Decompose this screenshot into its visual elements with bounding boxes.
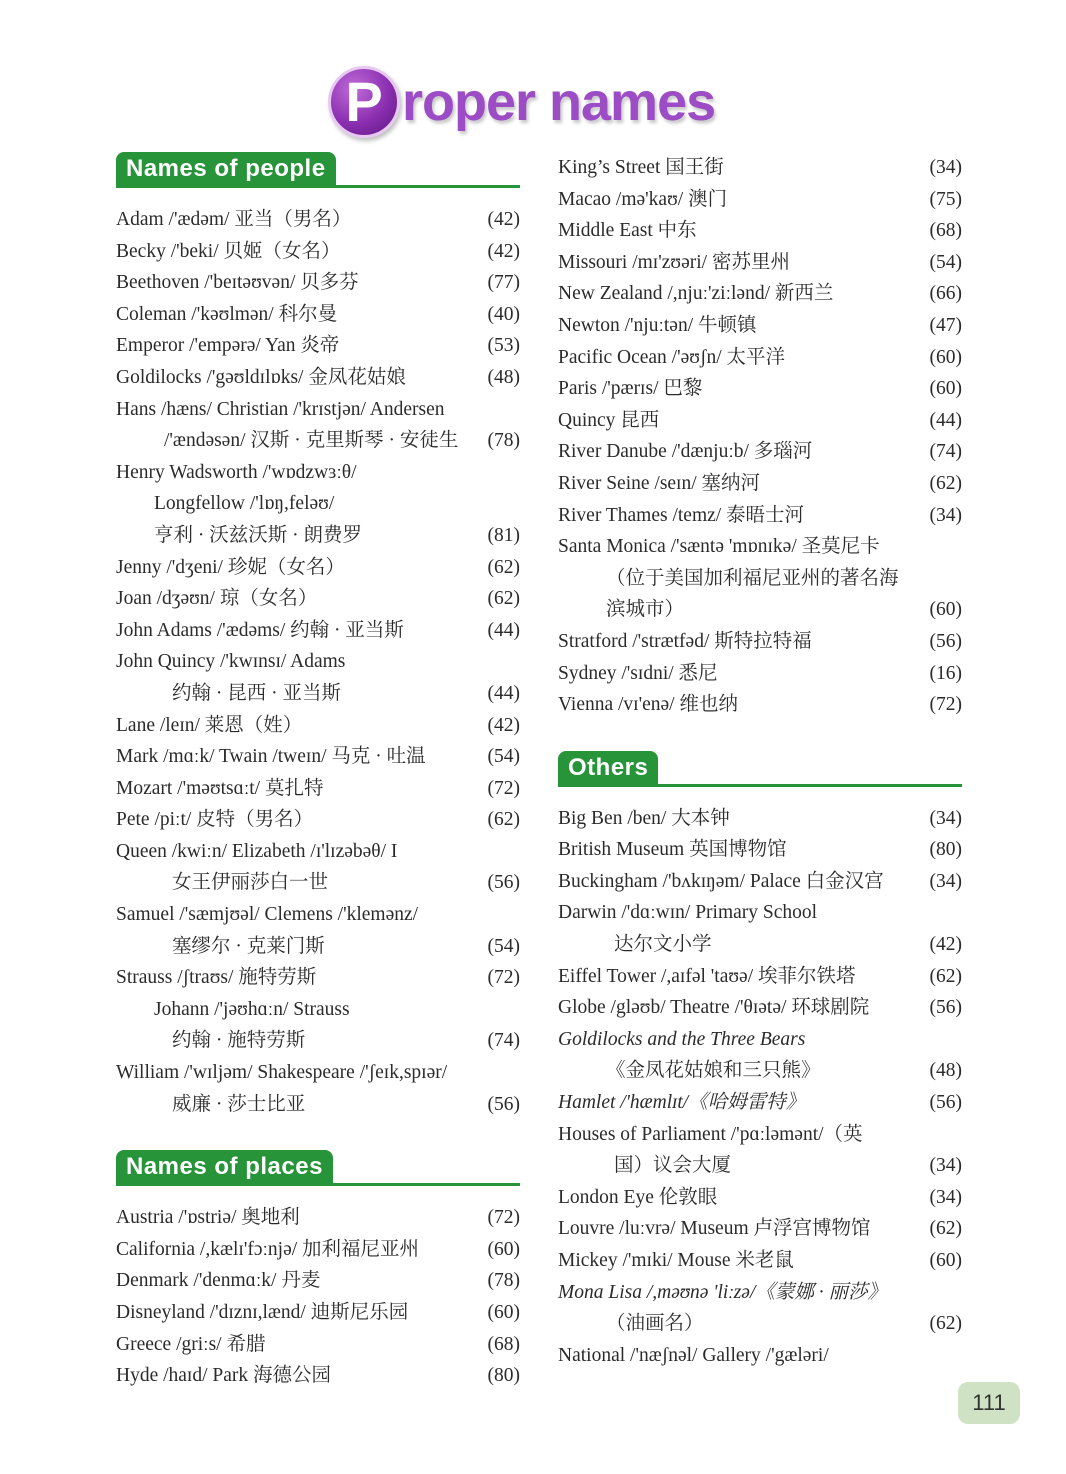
index-entry — [558, 1277, 962, 1340]
entry-page-ref: (66) — [929, 283, 962, 305]
entry-term: River Seine /seɪn/ 塞纳河 — [558, 472, 761, 494]
entry-page-ref: (44) — [487, 682, 520, 704]
entry-term: Stratford /'strætfəd/ 斯特拉特福 — [558, 630, 812, 652]
index-entry — [558, 834, 962, 866]
entry-term: Becky /'beki/ 贝姬（女名） — [116, 240, 341, 262]
entry-page-ref: (56) — [929, 630, 962, 652]
entry-page-ref: (47) — [929, 314, 962, 336]
entry-continuation: 达尔文小学 — [614, 934, 712, 956]
index-entry — [116, 1234, 520, 1266]
entry-term: Macao /mə'kaʊ/ 澳门 — [558, 188, 728, 210]
others-list — [558, 803, 962, 1372]
entry-term: Big Ben /ben/ 大本钟 — [558, 807, 730, 829]
entry-continuation: （位于美国加利福尼亚州的著名海 — [606, 567, 899, 589]
entry-term: Mickey /'mɪki/ Mouse 米老鼠 — [558, 1250, 794, 1271]
section-heading-label: Names of people — [116, 152, 336, 186]
entry-term: Pete /piːt/ 皮特（男名） — [116, 809, 314, 831]
index-entry — [116, 1329, 520, 1361]
page-number: 111 — [958, 1382, 1020, 1424]
section-heading-places — [116, 1150, 520, 1188]
entry-page-ref: (68) — [929, 220, 962, 242]
entry-page-ref: (42) — [487, 240, 520, 262]
index-entry — [558, 310, 962, 342]
entry-page-ref: (56) — [929, 997, 962, 1019]
entry-page-ref: (80) — [487, 1365, 520, 1387]
index-entry — [116, 236, 520, 268]
entry-term: King’s Street 国王街 — [558, 157, 724, 178]
index-entry — [558, 1119, 962, 1182]
entry-continuation: 约翰 · 施特劳斯 — [172, 1030, 306, 1052]
entry-page-ref: (62) — [929, 1313, 962, 1335]
entry-page-ref: (34) — [929, 870, 962, 892]
entry-continuation: 塞缪尔 · 克莱门斯 — [172, 935, 325, 957]
index-entry — [558, 247, 962, 279]
entry-page-ref: (74) — [487, 1030, 520, 1052]
entry-page-ref: (72) — [487, 967, 520, 989]
places-list-continued — [558, 152, 962, 721]
entry-term: Houses of Parliament /'pɑːləmənt/（英 — [558, 1123, 863, 1145]
entry-page-ref: (56) — [487, 872, 520, 894]
entry-term: Strauss /ʃtraʊs/ 施特劳斯 — [116, 967, 317, 989]
entry-term: Sydney /'sɪdni/ 悉尼 — [558, 662, 718, 684]
entry-term: Newton /'njuːtən/ 牛顿镇 — [558, 314, 757, 336]
index-entry — [116, 836, 520, 899]
entry-page-ref: (54) — [487, 935, 520, 957]
entry-page-ref: (53) — [487, 335, 520, 357]
section-rule — [116, 185, 520, 188]
entry-page-ref: (72) — [929, 694, 962, 716]
entry-page-ref: (62) — [487, 809, 520, 831]
index-entry — [558, 803, 962, 835]
entry-page-ref: (60) — [929, 346, 962, 368]
index-entry — [116, 962, 520, 994]
entry-term: Queen /kwiːn/ Elizabeth /ɪ'lɪzəbəθ/ I — [116, 840, 398, 862]
index-entry — [558, 1213, 962, 1245]
entry-term: Emperor /'empərə/ Yan 炎帝 — [116, 335, 340, 357]
entry-page-ref: (60) — [487, 1238, 520, 1260]
index-entry — [116, 299, 520, 331]
index-entry — [558, 184, 962, 216]
entry-page-ref: (16) — [929, 662, 962, 684]
entry-continuation: （油画名） — [606, 1313, 704, 1335]
entry-page-ref: (42) — [487, 209, 520, 230]
entry-term: Buckingham /'bʌkɪŋəm/ Palace 白金汉宫 — [558, 870, 884, 892]
index-entry — [116, 1057, 520, 1120]
entry-term: Mona Lisa /,məʊnə 'liːzə/《蒙娜 · 丽莎》 — [558, 1281, 888, 1303]
page-title — [328, 62, 715, 142]
index-entry — [116, 899, 520, 962]
entry-page-ref: (62) — [929, 1218, 962, 1240]
entry-page-ref: (60) — [929, 599, 962, 621]
entry-page-ref: (60) — [487, 1302, 520, 1323]
entry-page-ref: (56) — [487, 1093, 520, 1115]
index-entry — [558, 373, 962, 405]
entry-page-ref: (60) — [929, 378, 962, 400]
entry-term: Louvre /luːvrə/ Museum 卢浮宫博物馆 — [558, 1218, 871, 1240]
entry-term: National /'næʃnəl/ Gallery /'gæləri/ — [558, 1344, 829, 1366]
index-entry — [558, 1024, 962, 1087]
entry-page-ref: (78) — [487, 1270, 520, 1292]
index-entry — [116, 1360, 520, 1392]
index-entry — [558, 992, 962, 1024]
entry-page-ref: (44) — [487, 619, 520, 641]
entry-term: River Danube /'dænjuːb/ 多瑙河 — [558, 441, 813, 463]
entry-page-ref: (34) — [929, 157, 962, 178]
entry-page-ref: (78) — [487, 430, 520, 452]
entry-continuation: 国）议会大厦 — [614, 1155, 732, 1177]
entry-term: William /'wɪljəm/ Shakespeare /'ʃeɪk,spɪər/ — [116, 1062, 448, 1084]
section-heading-label: Names of places — [116, 1150, 333, 1184]
entry-term: Denmark /'denmɑːk/ 丹麦 — [116, 1270, 321, 1292]
index-entry — [558, 961, 962, 993]
index-entry — [558, 626, 962, 658]
right-column — [558, 152, 962, 1371]
section-heading-others — [558, 751, 962, 789]
index-entry — [558, 658, 962, 690]
index-entry — [558, 1087, 962, 1119]
index-entry — [116, 646, 520, 709]
entry-term: Pacific Ocean /'əʊʃn/ 太平洋 — [558, 346, 786, 368]
entry-term: British Museum 英国博物馆 — [558, 839, 787, 861]
entry-term: Eiffel Tower /,aɪfəl 'taʊə/ 埃菲尔铁塔 — [558, 965, 856, 987]
index-entry — [558, 1245, 962, 1277]
index-entry — [116, 394, 520, 457]
index-entry — [558, 278, 962, 310]
entry-page-ref: (80) — [929, 839, 962, 861]
entry-term: River Thames /temz/ 泰晤士河 — [558, 504, 805, 526]
entry-page-ref: (40) — [487, 303, 520, 325]
index-entry — [558, 342, 962, 374]
section-rule — [558, 784, 962, 787]
entry-term: Adam /'ædəm/ 亚当（男名） — [116, 209, 352, 230]
entry-page-ref: (60) — [929, 1250, 962, 1271]
entry-term: Henry Wadsworth /'wɒdzwɜːθ/ — [116, 461, 357, 483]
index-entry — [558, 1340, 962, 1372]
index-entry — [116, 204, 520, 236]
entry-term: Austria /'ɒstriə/ 奥地利 — [116, 1207, 300, 1229]
index-entry — [558, 897, 962, 960]
index-entry — [558, 152, 962, 184]
index-entry — [116, 583, 520, 615]
entry-page-ref: (72) — [487, 777, 520, 799]
entry-term: John Quincy /'kwɪnsɪ/ Adams — [116, 651, 346, 673]
entry-page-ref: (34) — [929, 1155, 962, 1177]
index-entry — [116, 330, 520, 362]
entry-term: Beethoven /'beɪtəʊvən/ 贝多芬 — [116, 272, 359, 294]
section-heading-people — [116, 152, 520, 190]
index-entry — [558, 500, 962, 532]
entry-continuation: 《金凤花姑娘和三只熊》 — [606, 1060, 821, 1082]
entry-page-ref: (42) — [929, 934, 962, 956]
entry-page-ref: (54) — [487, 746, 520, 768]
entry-page-ref: (62) — [929, 472, 962, 494]
entry-term: Jenny /'dʒeni/ 珍妮（女名） — [116, 556, 345, 578]
entry-term: California /,kælɪ'fɔːnjə/ 加利福尼亚州 — [116, 1238, 420, 1260]
entry-term: Globe /gləʊb/ Theatre /'θɪətə/ 环球剧院 — [558, 997, 870, 1019]
entry-page-ref: (62) — [929, 965, 962, 987]
index-entry — [116, 804, 520, 836]
title-text: roper names — [402, 72, 716, 132]
index-entry — [558, 436, 962, 468]
entry-continuation: 威廉 · 莎士比亚 — [172, 1093, 306, 1115]
entry-term: Coleman /'kəʊlmən/ 科尔曼 — [116, 303, 338, 325]
entry-term: Mozart /'məʊtsɑːt/ 莫扎特 — [116, 777, 324, 799]
index-entry — [116, 615, 520, 647]
entry-term: Middle East 中东 — [558, 220, 697, 242]
entry-page-ref: (48) — [929, 1060, 962, 1082]
entry-term: Hyde /haɪd/ Park 海德公园 — [116, 1365, 332, 1387]
entry-term: Goldilocks and the Three Bears — [558, 1028, 806, 1050]
index-entry — [558, 689, 962, 721]
entry-term: Darwin /'dɑːwɪn/ Primary School — [558, 902, 818, 924]
entry-term: Quincy 昆西 — [558, 409, 660, 431]
entry-term: John Adams /'ædəms/ 约翰 · 亚当斯 — [116, 619, 404, 641]
title-initial-badge: P — [328, 66, 400, 138]
entry-term: Johann /'jəʊhɑːn/ Strauss — [154, 998, 350, 1020]
entry-page-ref: (81) — [487, 524, 520, 546]
index-entry — [116, 267, 520, 299]
index-entry — [116, 1297, 520, 1329]
index-entry — [116, 710, 520, 742]
entry-continuation: /'ændəsən/ 汉斯 · 克里斯琴 · 安徒生 — [164, 430, 459, 452]
entry-term: Santa Monica /'sæntə 'mɒnɪkə/ 圣莫尼卡 — [558, 536, 880, 558]
places-list — [116, 1202, 520, 1392]
entry-term: London Eye 伦敦眼 — [558, 1186, 718, 1208]
entry-page-ref: (54) — [929, 251, 962, 273]
index-entry — [558, 866, 962, 898]
entry-term: Greece /griːs/ 希腊 — [116, 1333, 266, 1355]
entry-page-ref: (42) — [487, 714, 520, 736]
entry-page-ref: (48) — [487, 366, 520, 388]
section-heading-label: Others — [558, 751, 658, 785]
index-entry — [116, 552, 520, 584]
entry-term: New Zealand /,njuː'ziːlənd/ 新西兰 — [558, 283, 834, 305]
entry-page-ref: (74) — [929, 441, 962, 463]
index-entry — [558, 215, 962, 247]
entry-term: Joan /dʒəʊn/ 琼（女名） — [116, 588, 318, 610]
entry-page-ref: (34) — [929, 504, 962, 526]
entry-page-ref: (68) — [487, 1333, 520, 1355]
entry-term: Missouri /mɪ'zʊəri/ 密苏里州 — [558, 251, 790, 273]
entry-term: Disneyland /'dɪznɪ,lænd/ 迪斯尼乐园 — [116, 1302, 409, 1323]
entry-page-ref: (62) — [487, 588, 520, 610]
entry-page-ref: (34) — [929, 1186, 962, 1208]
entry-continuation: Longfellow /'lɒŋ,feləʊ/ — [154, 493, 335, 515]
entry-continuation: 亨利 · 沃兹沃斯 · 朗费罗 — [154, 524, 362, 546]
people-list — [116, 204, 520, 1120]
index-entry — [558, 405, 962, 437]
entry-page-ref: (44) — [929, 409, 962, 431]
entry-page-ref: (62) — [487, 556, 520, 578]
entry-page-ref: (72) — [487, 1207, 520, 1229]
entry-term: Samuel /'sæmjʊəl/ Clemens /'klemənz/ — [116, 904, 419, 926]
section-rule — [116, 1183, 520, 1186]
index-entry — [558, 531, 962, 626]
entry-page-ref: (77) — [487, 272, 520, 294]
index-entry — [116, 1265, 520, 1297]
index-entry — [116, 1202, 520, 1234]
index-entry — [116, 457, 520, 552]
entry-term: Lane /leɪn/ 莱恩（姓） — [116, 714, 303, 736]
entry-page-ref: (56) — [929, 1092, 962, 1114]
entry-term: Hamlet /'hæmlɪt/《哈姆雷特》 — [558, 1092, 806, 1114]
entry-term: Goldilocks /'gəʊldɪlɒks/ 金凤花姑娘 — [116, 366, 406, 388]
entry-term: Vienna /vɪ'enə/ 维也纳 — [558, 694, 738, 716]
index-entry — [116, 994, 520, 1057]
entry-term: Mark /mɑːk/ Twain /tweɪn/ 马克 · 吐温 — [116, 746, 426, 768]
entry-term: Hans /hæns/ Christian /'krɪstjən/ Andersen — [116, 398, 445, 420]
index-entry — [558, 1182, 962, 1214]
entry-term: Paris /'pærɪs/ 巴黎 — [558, 378, 703, 400]
left-column — [116, 152, 520, 1392]
entry-continuation: 女王伊丽莎白一世 — [172, 872, 329, 894]
index-entry — [116, 741, 520, 773]
entry-continuation: 滨城市） — [606, 599, 685, 621]
index-entry — [558, 468, 962, 500]
entry-page-ref: (75) — [929, 188, 962, 210]
index-entry — [116, 773, 520, 805]
entry-continuation: 约翰 · 昆西 · 亚当斯 — [172, 682, 341, 704]
entry-page-ref: (34) — [929, 807, 962, 829]
index-entry — [116, 362, 520, 394]
